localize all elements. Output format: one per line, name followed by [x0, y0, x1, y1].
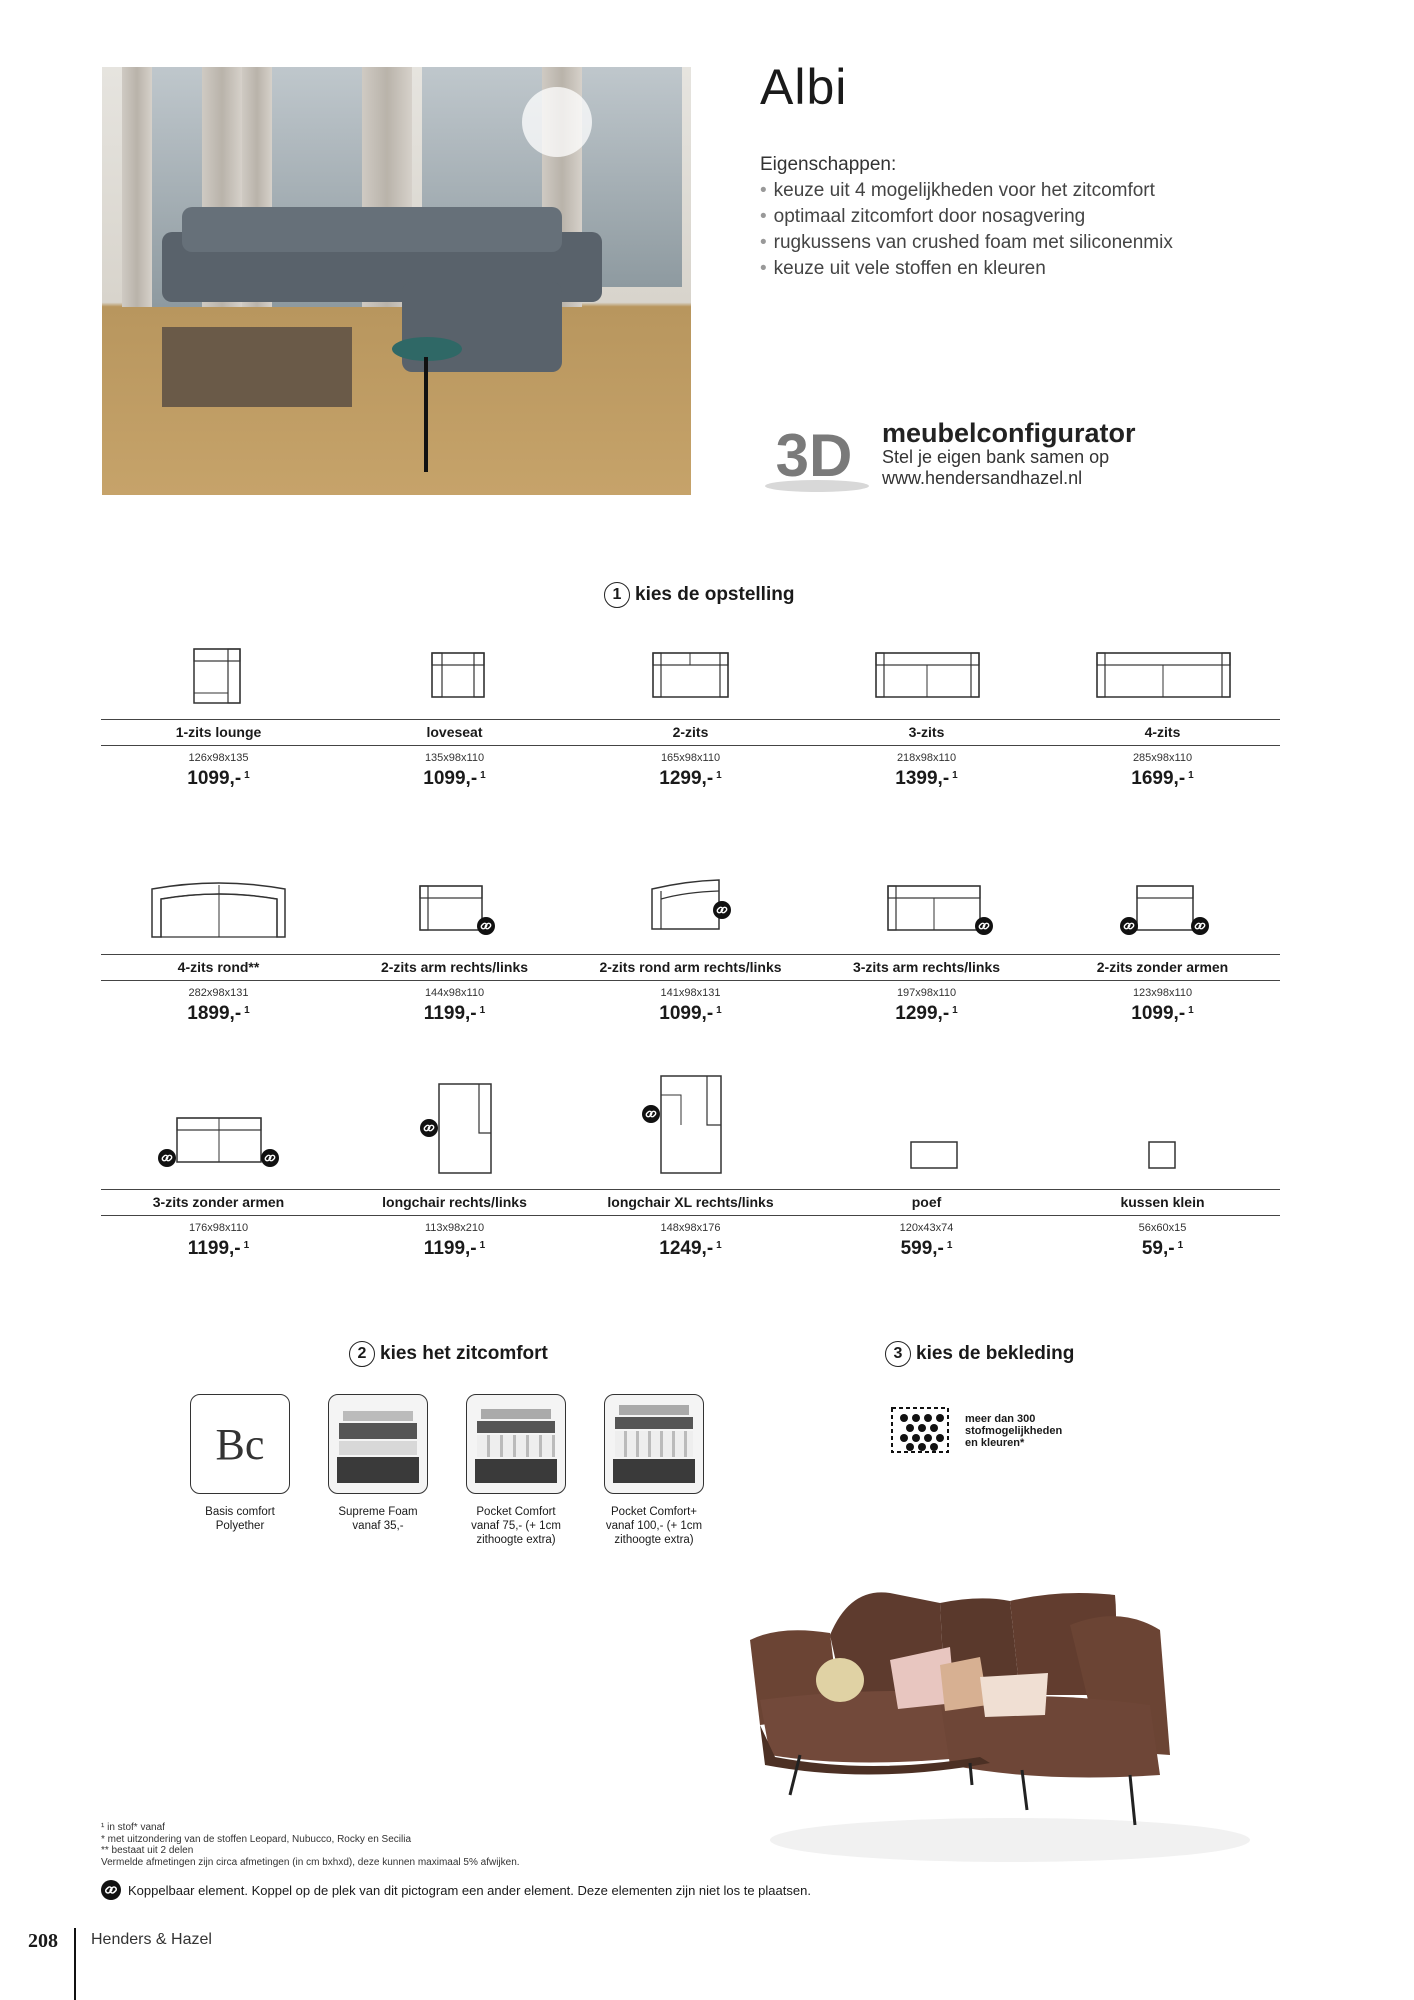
element-price: 1299,- $^1$	[659, 768, 722, 789]
element-name: longchair XL rechts/links	[607, 1194, 774, 1210]
element-price: 1199,- $^1$	[423, 1238, 486, 1259]
3-seat-diagram	[875, 652, 981, 700]
2-seat-diagram	[652, 652, 730, 700]
property-item: • keuze uit 4 mogelijkheden voor het zitcomfort	[760, 178, 1173, 204]
element-dimensions: 176x98x110	[188, 1222, 249, 1234]
element-4-seat-round[interactable]	[101, 959, 336, 1025]
element-dimensions: 126x98x135	[188, 752, 249, 764]
fabric-swatch-icon[interactable]	[890, 1406, 952, 1456]
row-divider	[101, 954, 1280, 955]
element-dimensions: 141x98x131	[660, 987, 721, 999]
brown-sofa-photo	[740, 1585, 1250, 1875]
element-2-seat[interactable]	[573, 724, 808, 790]
footnote: * met uitzondering van de stoffen Leopard, Nubucco, Rocky en Secilia	[101, 1833, 411, 1845]
link-icon	[158, 1149, 176, 1167]
3-seat-no-arms-diagram	[157, 1117, 281, 1175]
footer-divider	[74, 1928, 76, 2000]
element-price: 1199,- $^1$	[187, 1238, 250, 1259]
lounge-diagram	[193, 648, 245, 706]
element-name: 3-zits arm rechts/links	[852, 959, 1001, 975]
element-dimensions: 113x98x210	[424, 1222, 485, 1234]
element-price: 1099,- $^1$	[659, 1003, 722, 1024]
step-1-heading	[604, 582, 794, 608]
step-label: kies de bekleding	[916, 1343, 1075, 1364]
link-icon	[261, 1149, 279, 1167]
longchair-diagram	[419, 1083, 493, 1175]
element-dimensions: 197x98x110	[896, 987, 957, 999]
brand-name: Henders & Hazel	[91, 1931, 212, 1948]
element-name: 1-zits lounge	[175, 724, 262, 740]
element-2-seat-round-arm[interactable]	[573, 959, 808, 1025]
link-icon	[975, 917, 993, 935]
element-3-seat-arm[interactable]	[809, 959, 1044, 1025]
footnote: ** bestaat uit 2 delen	[101, 1845, 194, 1856]
step-number: 3	[885, 1341, 911, 1367]
link-icon	[477, 917, 495, 935]
configurator-title: meubelconfigurator	[882, 418, 1136, 448]
row-divider	[101, 1189, 1280, 1190]
element-name: 2-zits rond arm rechts/links	[599, 959, 782, 975]
cushion-diagram	[1148, 1141, 1178, 1171]
element-row-1	[101, 640, 1280, 860]
element-longchair-xl[interactable]	[573, 1194, 808, 1260]
element-4-seat[interactable]	[1045, 724, 1280, 790]
configurator-text: Stel je eigen bank samen op	[882, 447, 1110, 467]
element-name: 3-zits	[908, 724, 945, 740]
property-item: • optimaal zitcomfort door nosagvering	[760, 204, 1173, 230]
fabric-text: meer dan 300 stofmogelijkheden en kleuren*	[965, 1413, 1063, 1449]
3d-logo-text: 3D	[775, 422, 853, 489]
element-price: 1899,- $^1$	[187, 1003, 250, 1024]
element-row-3	[101, 1075, 1280, 1295]
link-icon	[713, 901, 731, 919]
element-row-2	[101, 875, 1280, 1095]
properties-heading: Eigenschappen:	[760, 154, 897, 175]
step-2-heading	[349, 1341, 548, 1367]
element-dimensions: 282x98x131	[188, 987, 249, 999]
element-price: 1099,- $^1$	[1131, 1003, 1194, 1024]
footnote: Vermelde afmetingen zijn circa afmetingen (in cm bxhxd), deze kunnen maximaal 5% afwijken.	[101, 1856, 520, 1868]
element-3-seat[interactable]	[809, 724, 1044, 790]
element-cushion[interactable]	[1045, 1194, 1280, 1260]
4-seat-round-diagram	[151, 881, 287, 939]
element-longchair[interactable]	[337, 1194, 572, 1260]
link-icon	[101, 1880, 121, 1900]
koppel-note	[101, 1880, 811, 1900]
koppel-note-text: Koppelbaar element. Koppel op de plek van dit pictogram een ander element. Deze elementen zijn niet los te plaatsen.	[128, 1882, 811, 1898]
basis-comfort-icon[interactable]	[190, 1394, 290, 1494]
comfort-label: Supreme Foam vanaf 35,-	[338, 1506, 418, 1532]
element-price: 1699,- $^1$	[1131, 768, 1194, 789]
basis-comfort-text: Bc	[215, 1419, 265, 1469]
element-name: poef	[911, 1194, 942, 1210]
link-icon	[642, 1105, 660, 1123]
element-pouf[interactable]	[809, 1194, 1044, 1260]
element-dimensions: 218x98x110	[896, 752, 957, 764]
element-name: 3-zits zonder armen	[152, 1194, 285, 1210]
element-price: 1249,- $^1$	[659, 1238, 722, 1259]
2-seat-arm-diagram	[419, 885, 497, 937]
element-name: loveseat	[426, 724, 483, 740]
comfort-label: Pocket Comfort vanaf 75,- (+ 1cm zithoogte extra)	[471, 1506, 561, 1546]
element-dimensions: 144x98x110	[424, 987, 485, 999]
step-label: kies het zitcomfort	[380, 1343, 548, 1364]
link-icon	[1191, 917, 1209, 935]
property-item: • rugkussens van crushed foam met siliconenmix	[760, 230, 1173, 256]
step-number: 1	[604, 582, 630, 608]
hero-photo	[102, 67, 691, 495]
element-lounge[interactable]	[101, 724, 336, 790]
element-name: longchair rechts/links	[382, 1194, 527, 1210]
3-seat-arm-diagram	[887, 885, 999, 937]
element-price: 59,- $^1$	[1141, 1238, 1184, 1259]
element-name: 2-zits	[672, 724, 709, 740]
element-price: 1099,- $^1$	[423, 768, 486, 789]
configurator-link[interactable]: www.hendersandhazel.nl	[882, 468, 1083, 488]
element-price: 1099,- $^1$	[187, 768, 250, 789]
element-dimensions: 135x98x110	[424, 752, 485, 764]
step-label: kies de opstelling	[635, 584, 795, 605]
footnotes	[101, 1822, 520, 1868]
3d-logo-icon[interactable]	[762, 414, 872, 494]
element-3-seat-no-arms[interactable]	[101, 1194, 336, 1260]
properties-list	[760, 178, 1173, 282]
element-2-seat-no-arms[interactable]	[1045, 959, 1280, 1025]
element-name: 2-zits arm rechts/links	[380, 959, 529, 975]
element-dimensions: 285x98x110	[1132, 752, 1193, 764]
element-price: 1199,- $^1$	[423, 1003, 486, 1024]
element-dimensions: 56x60x15	[1138, 1222, 1187, 1234]
property-item: • keuze uit vele stoffen en kleuren	[760, 256, 1173, 282]
pocket-comfort-icon[interactable]	[466, 1394, 566, 1494]
footnote: ¹ in stof* vanaf	[101, 1822, 165, 1833]
longchair-xl-diagram	[641, 1075, 723, 1175]
loveseat-diagram	[431, 652, 487, 700]
element-price: 1399,- $^1$	[895, 768, 958, 789]
element-dimensions: 123x98x110	[1132, 987, 1193, 999]
step-3-heading	[885, 1341, 1074, 1367]
page-number: 208	[28, 1930, 58, 1952]
element-name: kussen klein	[1120, 1194, 1205, 1210]
step-number: 2	[349, 1341, 375, 1367]
comfort-label: Pocket Comfort+ vanaf 100,- (+ 1cm zithoogte extra)	[605, 1506, 703, 1546]
link-icon	[420, 1119, 438, 1137]
link-icon	[1120, 917, 1138, 935]
product-title: Albi	[760, 59, 848, 115]
supreme-foam-icon[interactable]	[328, 1394, 428, 1494]
element-name: 4-zits rond**	[177, 959, 260, 975]
element-price: 1299,- $^1$	[895, 1003, 958, 1024]
element-dimensions: 120x43x74	[899, 1222, 954, 1234]
comfort-label: Basis comfort Polyether	[205, 1506, 275, 1532]
element-price: 599,- $^1$	[900, 1238, 953, 1259]
element-loveseat[interactable]	[337, 724, 572, 790]
2-seat-round-arm-diagram	[651, 879, 735, 937]
element-dimensions: 165x98x110	[660, 752, 721, 764]
4-seat-diagram	[1096, 652, 1232, 700]
row-divider	[101, 719, 1280, 720]
element-2-seat-arm[interactable]	[337, 959, 572, 1025]
2-seat-no-arms-diagram	[1119, 885, 1211, 937]
pocket-comfort-plus-icon[interactable]	[604, 1394, 704, 1494]
pouf-diagram	[910, 1141, 960, 1171]
element-name: 4-zits	[1144, 724, 1181, 740]
element-dimensions: 148x98x176	[660, 1222, 721, 1234]
element-name: 2-zits zonder armen	[1096, 959, 1229, 975]
